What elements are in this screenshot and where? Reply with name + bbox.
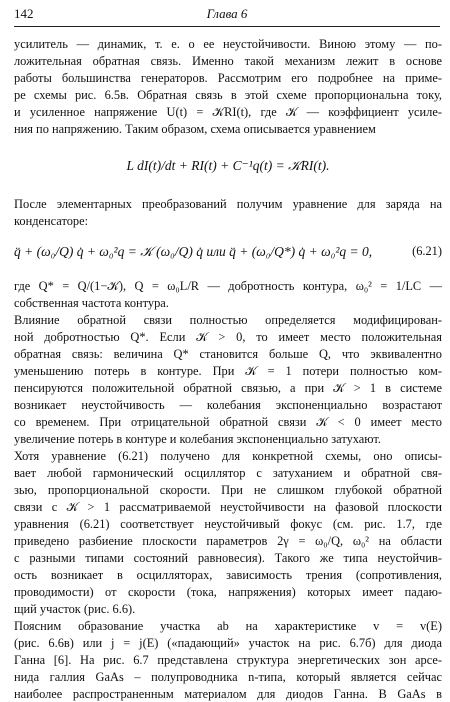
text-line: уравнения (6.21) соответствует неустойчивый фокус (см. рис. 1.7, где (14, 517, 442, 531)
equation-circuit: L dI(t)/dt + RI(t) + C⁻¹q(t) = 𝒦RI(t). (126, 158, 330, 173)
text-line: ре схемы рис. 6.5в. Обратная связь в этой схеме пропорциональна току, (14, 88, 442, 102)
text-line: Влияние обратной связи полностью определяется модифицирован- (14, 313, 442, 327)
running-header (14, 4, 440, 27)
text-line: уменьшению потерь в контуре. При 𝒦 = 1 потери полностью ком- (14, 364, 442, 378)
text-line: наиболее распространенным материалом для диодов Ганна. В GaAs в (14, 687, 442, 701)
text-line: увеличение потерь в контуре и колебания экспоненциально затухают. (14, 432, 381, 446)
text-line: Поясним образование участка ab на характеристике v = v(E) (14, 619, 442, 633)
text-line: вает любой гармонический осциллятор с затуханием и обратной свя- (14, 466, 442, 480)
text-line: обратная связь: величина Q* становится больше Q, что эквивалентно (14, 347, 442, 361)
page-number: 142 (14, 6, 34, 21)
text-line: Ганна [6]. На рис. 6.7 представлена структура энергетических зон арсе- (14, 653, 442, 667)
text-line: связи с 𝒦 > 1 рассматриваемой неустойчивости на фазовой плоскости (14, 500, 442, 514)
text-line: и усиленное напряжение U(t) = 𝒦RI(t), где 𝒦 — коэффициент усиле- (14, 105, 442, 119)
text-line: щий участок (рис. 6.6). (14, 602, 136, 616)
text-line: (рис. 6.6в) или j = j(E) («падающий» участок на рис. 6.7б) для диода (14, 636, 442, 650)
text-line: нида галлия GaAs – полупроводника n-типа, который является сейчас (14, 670, 442, 684)
text-line: пенсируются положительной обратной связью, а при 𝒦 > 1 в системе (14, 381, 442, 395)
text-line: с разными типами состояний равновесия). Такого же типа неустойчив- (14, 551, 442, 565)
text-line: зью, пропорциональной скорости. При не слишком глубокой обратной (14, 483, 442, 497)
text-line: ложительная обратная связь. Именно такой механизм лежит в основе (14, 54, 442, 68)
text-line: усилитель — динамик, т. е. о ее неустойчивости. Виною этому — по- (14, 37, 442, 51)
text-line: ной добротностью Q*. Если 𝒦 > 0, то имеет место положительная (14, 330, 442, 344)
text-line: ния по напряжению. Таким образом, схема описывается уравнением (14, 122, 376, 136)
text-line: После элементарных преобразований получим уравнение для заряда на (14, 197, 442, 211)
text-line: приведено разбиение плоскости параметров 2γ = ω₀/Q, ω₀² на области (14, 534, 442, 548)
text-line: работы большинства генераторов. Рассмотрим его подробнее на приме- (14, 71, 442, 85)
text-line: ость возникает в осцилляторах, зависимость трения (сопротивления, (14, 568, 442, 582)
text-line: Хотя уравнение (6.21) получено для конкретной схемы, оно описы- (14, 449, 442, 463)
text-line: возникает неустойчивость — колебания экспоненциально возрастают (14, 398, 442, 412)
equation-number: (6.21) (412, 244, 442, 258)
text-line: проводимости) от скорости (тока, напряжения) которых имеет падаю- (14, 585, 442, 599)
text-line: где Q* = Q/(1−𝒦), Q = ω₀L/R — добротность контура, ω₀² = 1/LC — (14, 279, 442, 293)
chapter-title: Глава 6 (206, 6, 248, 21)
text-line: собственная частота контура. (14, 296, 169, 310)
equation-6-21 (14, 244, 442, 260)
equation-body: q̈ + (ω₀/Q) q̇ + ω₀²q = 𝒦 (ω₀/Q) q̇ или q̈ + (ω₀/Q*) q̇ + ω₀²q = 0, (14, 244, 373, 259)
text-line: со временем. При отрицательной обратной связи 𝒦 < 0 имеет место (14, 415, 442, 429)
text-line: конденсаторе: (14, 214, 89, 228)
